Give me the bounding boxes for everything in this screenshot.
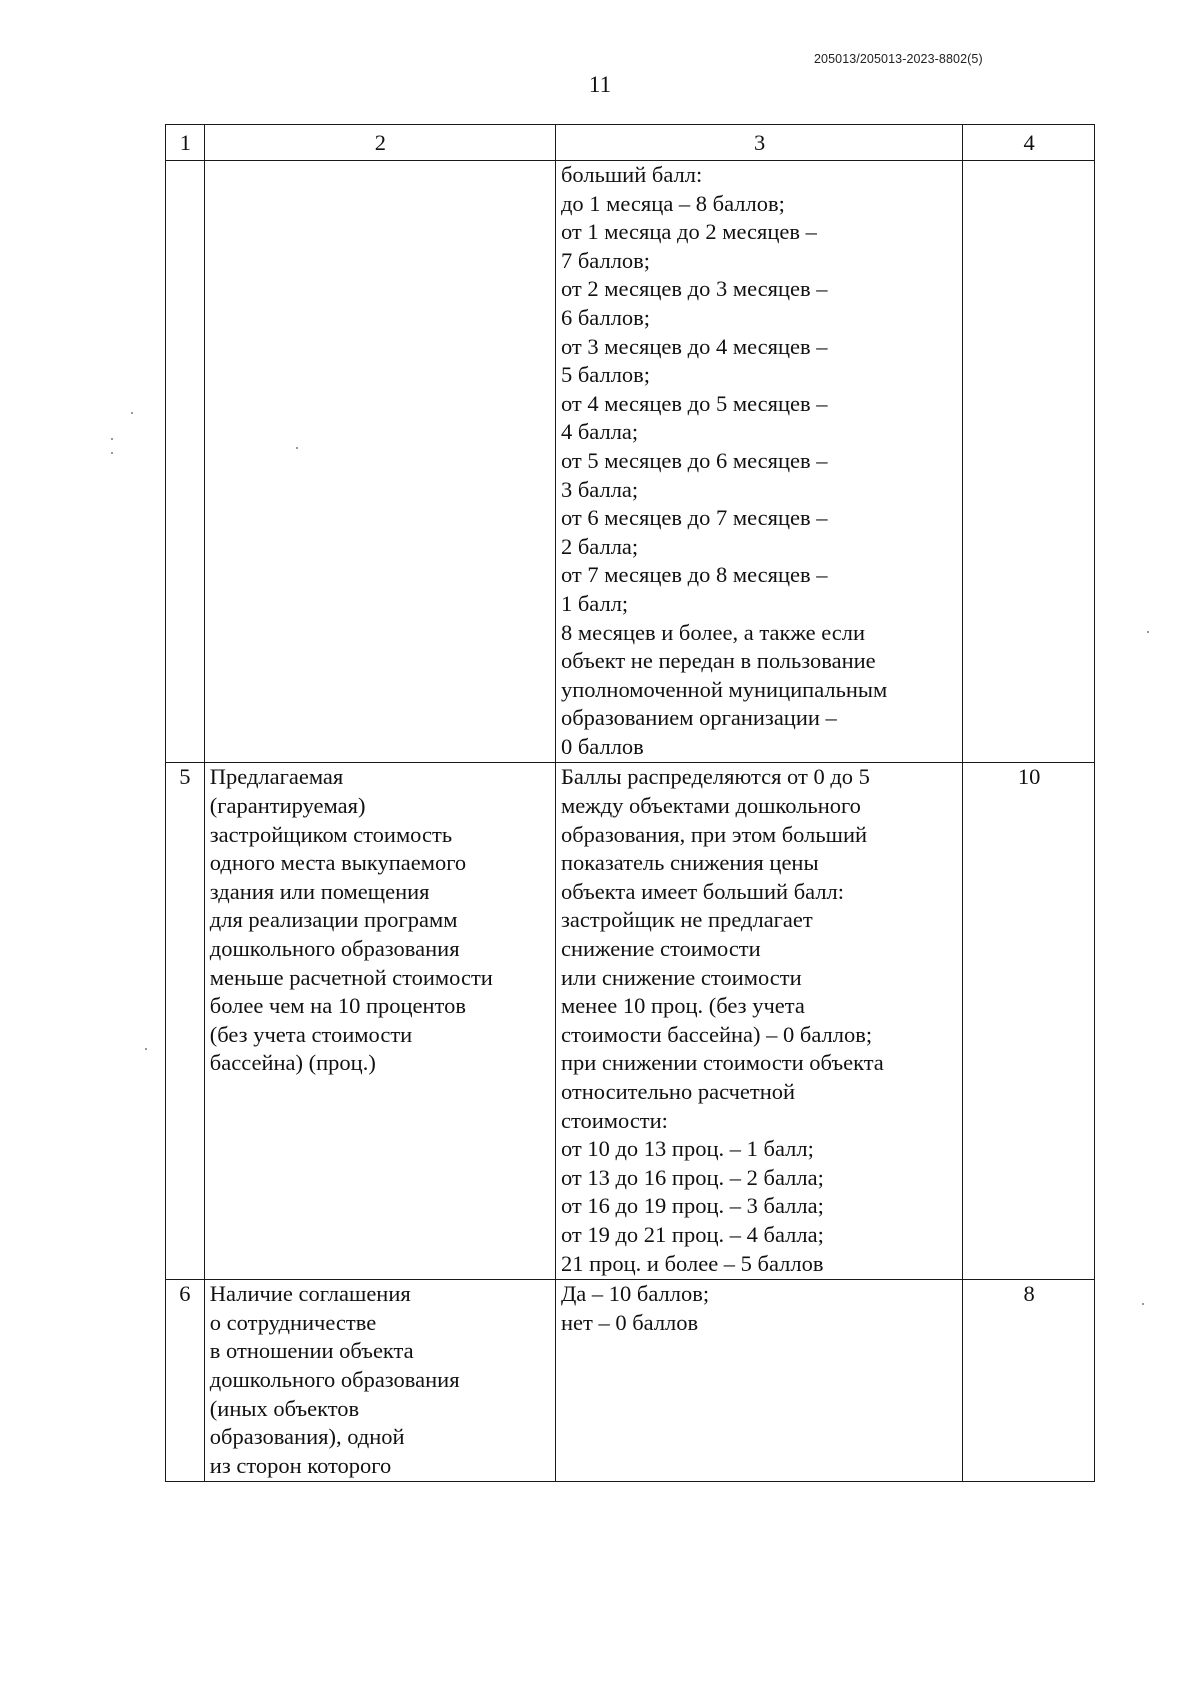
scoring-description <box>555 161 962 763</box>
scoring-description-line: при снижении стоимости объекта <box>560 1050 884 1076</box>
scoring-description-line: уполномоченной муниципальным <box>560 676 888 702</box>
scoring-description-line: 1 балл; <box>560 590 629 616</box>
criterion-number: 5 <box>166 763 205 1280</box>
scoring-description-line: 4 балла; <box>560 419 639 445</box>
scoring-description-line: Да – 10 баллов; <box>560 1281 710 1307</box>
scoring-description-line: снижение стоимости <box>560 936 761 962</box>
scoring-description <box>555 763 962 1280</box>
scoring-description-line: от 5 месяцев до 6 месяцев – <box>560 447 828 473</box>
scoring-description-line: застройщик не предлагает <box>560 907 813 933</box>
table-header-row <box>166 125 1095 161</box>
criterion-name-line: Предлагаемая <box>209 764 344 790</box>
criterion-name-line: здания или помещения <box>209 878 430 904</box>
scoring-description-line: объекта имеет больший балл: <box>560 878 845 904</box>
criterion-name-line: застройщиком стоимость <box>209 821 453 847</box>
scan-speck <box>131 412 133 414</box>
criterion-name-line: из сторон которого <box>209 1452 392 1478</box>
criterion-name-line: одного места выкупаемого <box>209 850 467 876</box>
scoring-description-line: 6 баллов; <box>560 304 651 330</box>
criterion-name-line: для реализации программ <box>209 907 458 933</box>
scoring-description-line: от 10 до 13 проц. – 1 балл; <box>560 1136 814 1162</box>
scoring-description-line: больший балл: <box>560 162 703 187</box>
scoring-description-line: от 3 месяцев до 4 месяцев – <box>560 333 828 359</box>
criterion-name <box>204 161 555 763</box>
scoring-description-line: между объектами дошкольного <box>560 793 861 819</box>
table-row <box>166 1280 1095 1482</box>
scan-speck <box>111 452 113 454</box>
criterion-name-line: бассейна) (проц.) <box>209 1050 376 1076</box>
criterion-name-line: дошкольного образования <box>209 1366 460 1392</box>
criterion-weight <box>963 161 1095 763</box>
criterion-name-line: меньше расчетной стоимости <box>209 964 493 990</box>
scoring-description-line: показатель снижения цены <box>560 850 819 876</box>
column-header: 1 <box>166 125 205 161</box>
column-header: 4 <box>963 125 1095 161</box>
scoring-description-line: от 7 месяцев до 8 месяцев – <box>560 562 828 588</box>
column-header: 3 <box>555 125 962 161</box>
scoring-description-line: нет – 0 баллов <box>560 1309 699 1335</box>
criterion-name-line: в отношении объекта <box>209 1338 414 1364</box>
scoring-description-line: от 16 до 19 проц. – 3 балла; <box>560 1193 824 1219</box>
scoring-description-line: 8 месяцев и более, а также если <box>560 619 866 645</box>
criterion-name-line: о сотрудничестве <box>209 1309 377 1335</box>
criteria-table <box>165 124 1095 1482</box>
criterion-name <box>204 763 555 1280</box>
page-number: 11 <box>588 72 612 97</box>
scoring-description-line: стоимости бассейна) – 0 баллов; <box>560 1021 873 1047</box>
scoring-description-line: 5 баллов; <box>560 362 651 388</box>
scoring-description-line: образования, при этом больший <box>560 821 868 847</box>
criterion-name-line: (без учета стоимости <box>209 1021 413 1047</box>
scoring-description-line: от 13 до 16 проц. – 2 балла; <box>560 1164 824 1190</box>
criterion-name <box>204 1280 555 1482</box>
scoring-description-line: 21 проц. и более – 5 баллов <box>560 1250 824 1276</box>
table-row <box>166 161 1095 763</box>
scoring-description-line: стоимости: <box>560 1107 668 1133</box>
criterion-name-line: (иных объектов <box>209 1395 360 1421</box>
criterion-name-line: дошкольного образования <box>209 936 460 962</box>
scoring-description-line: относительно расчетной <box>560 1079 796 1104</box>
scan-speck <box>145 1048 147 1050</box>
criterion-name-line: образования), одной <box>209 1424 405 1450</box>
scoring-description-line: 7 баллов; <box>560 247 651 273</box>
scoring-description-line: Баллы распределяются от 0 до 5 <box>560 764 870 790</box>
scan-speck <box>296 447 298 449</box>
scoring-description-line: образованием организации – <box>560 705 837 731</box>
table-body <box>166 161 1095 1482</box>
document-code: 205013/205013-2023-8802(5) <box>814 52 983 66</box>
criterion-weight: 10 <box>963 763 1095 1280</box>
scan-speck <box>1142 1303 1144 1305</box>
scan-speck <box>111 438 113 440</box>
scoring-description-line: объект не передан в пользование <box>560 648 876 674</box>
criterion-name-line: (гарантируемая) <box>209 793 366 819</box>
scoring-description-line: менее 10 проц. (без учета <box>560 993 805 1019</box>
scoring-description <box>555 1280 962 1482</box>
scoring-description-line: от 19 до 21 проц. – 4 балла; <box>560 1221 824 1247</box>
scoring-description-line: 3 балла; <box>560 476 639 502</box>
criterion-weight: 8 <box>963 1280 1095 1482</box>
criterion-name-line: более чем на 10 процентов <box>209 993 466 1019</box>
criterion-number: 6 <box>166 1280 205 1482</box>
scoring-description-line: от 4 месяцев до 5 месяцев – <box>560 390 828 416</box>
criterion-name-line: Наличие соглашения <box>209 1281 411 1307</box>
scan-speck <box>1147 631 1149 633</box>
scoring-description-line: от 1 месяца до 2 месяцев – <box>560 219 817 245</box>
criterion-number <box>166 161 205 763</box>
scoring-description-line: от 2 месяцев до 3 месяцев – <box>560 276 828 302</box>
scoring-description-line: или снижение стоимости <box>560 964 802 990</box>
scoring-description-line: 0 баллов <box>560 733 644 759</box>
scoring-description-line: от 6 месяцев до 7 месяцев – <box>560 505 828 531</box>
scoring-description-line: до 1 месяца – 8 баллов; <box>560 190 785 216</box>
column-header: 2 <box>204 125 555 161</box>
table-row <box>166 763 1095 1280</box>
scoring-description-line: 2 балла; <box>560 533 639 559</box>
